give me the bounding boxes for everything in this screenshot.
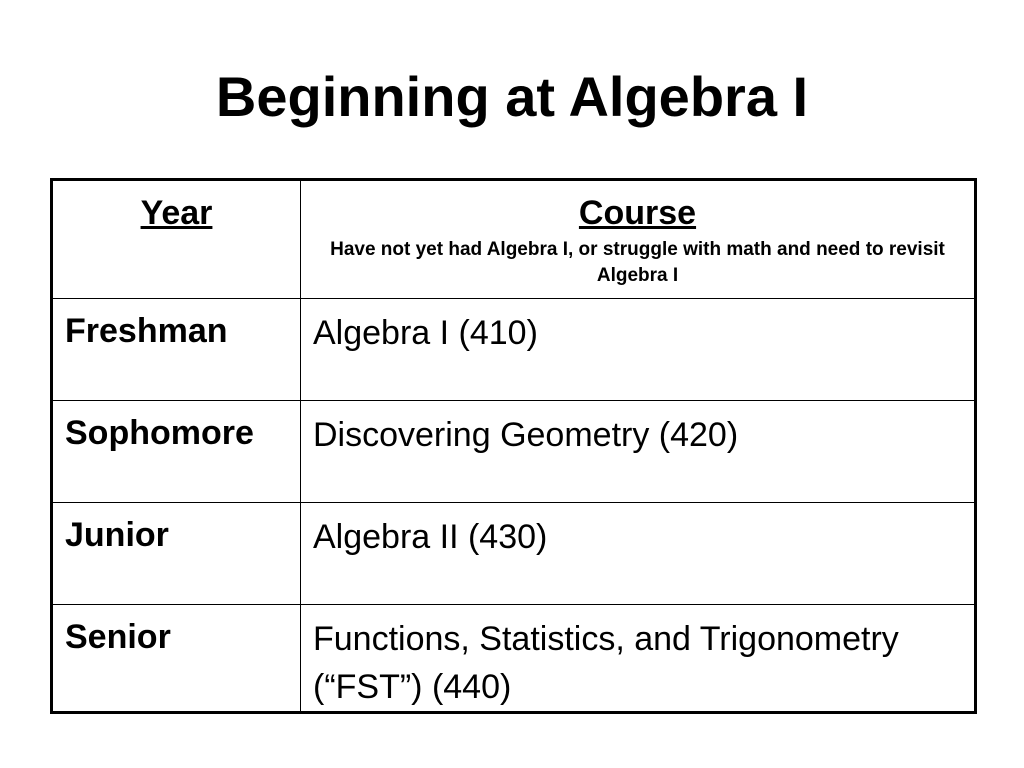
- course-cell: [301, 299, 976, 401]
- year-cell: [52, 299, 301, 401]
- course-label: Functions, Statistics, and Trigonometry (“FST”) (440): [313, 620, 899, 706]
- year-label: Sophomore: [65, 414, 254, 452]
- year-cell: [52, 605, 301, 713]
- course-label: Algebra I (410): [313, 314, 538, 352]
- year-cell: [52, 503, 301, 605]
- table-row: [52, 299, 976, 401]
- course-label: Algebra II (430): [313, 518, 548, 556]
- course-cell: [301, 503, 976, 605]
- slide-title: Beginning at Algebra I: [215, 65, 809, 128]
- table-row: [52, 401, 976, 503]
- table-row: [52, 503, 976, 605]
- year-cell: [52, 401, 301, 503]
- table-header-row: [52, 180, 976, 299]
- course-header-note: Have not yet had Algebra I, or struggle with math and need to revisit Algebra I: [330, 239, 945, 286]
- course-header-cell: [301, 180, 976, 299]
- course-table: [50, 178, 977, 714]
- year-label: Junior: [65, 516, 169, 554]
- year-label: Senior: [65, 618, 171, 656]
- year-label: Freshman: [65, 312, 228, 350]
- year-header-cell: [52, 180, 301, 299]
- course-label: Discovering Geometry (420): [313, 416, 739, 454]
- course-cell: [301, 605, 976, 713]
- course-header: Course: [578, 194, 697, 232]
- table-row: [52, 605, 976, 713]
- course-cell: [301, 401, 976, 503]
- year-header: Year: [140, 194, 213, 232]
